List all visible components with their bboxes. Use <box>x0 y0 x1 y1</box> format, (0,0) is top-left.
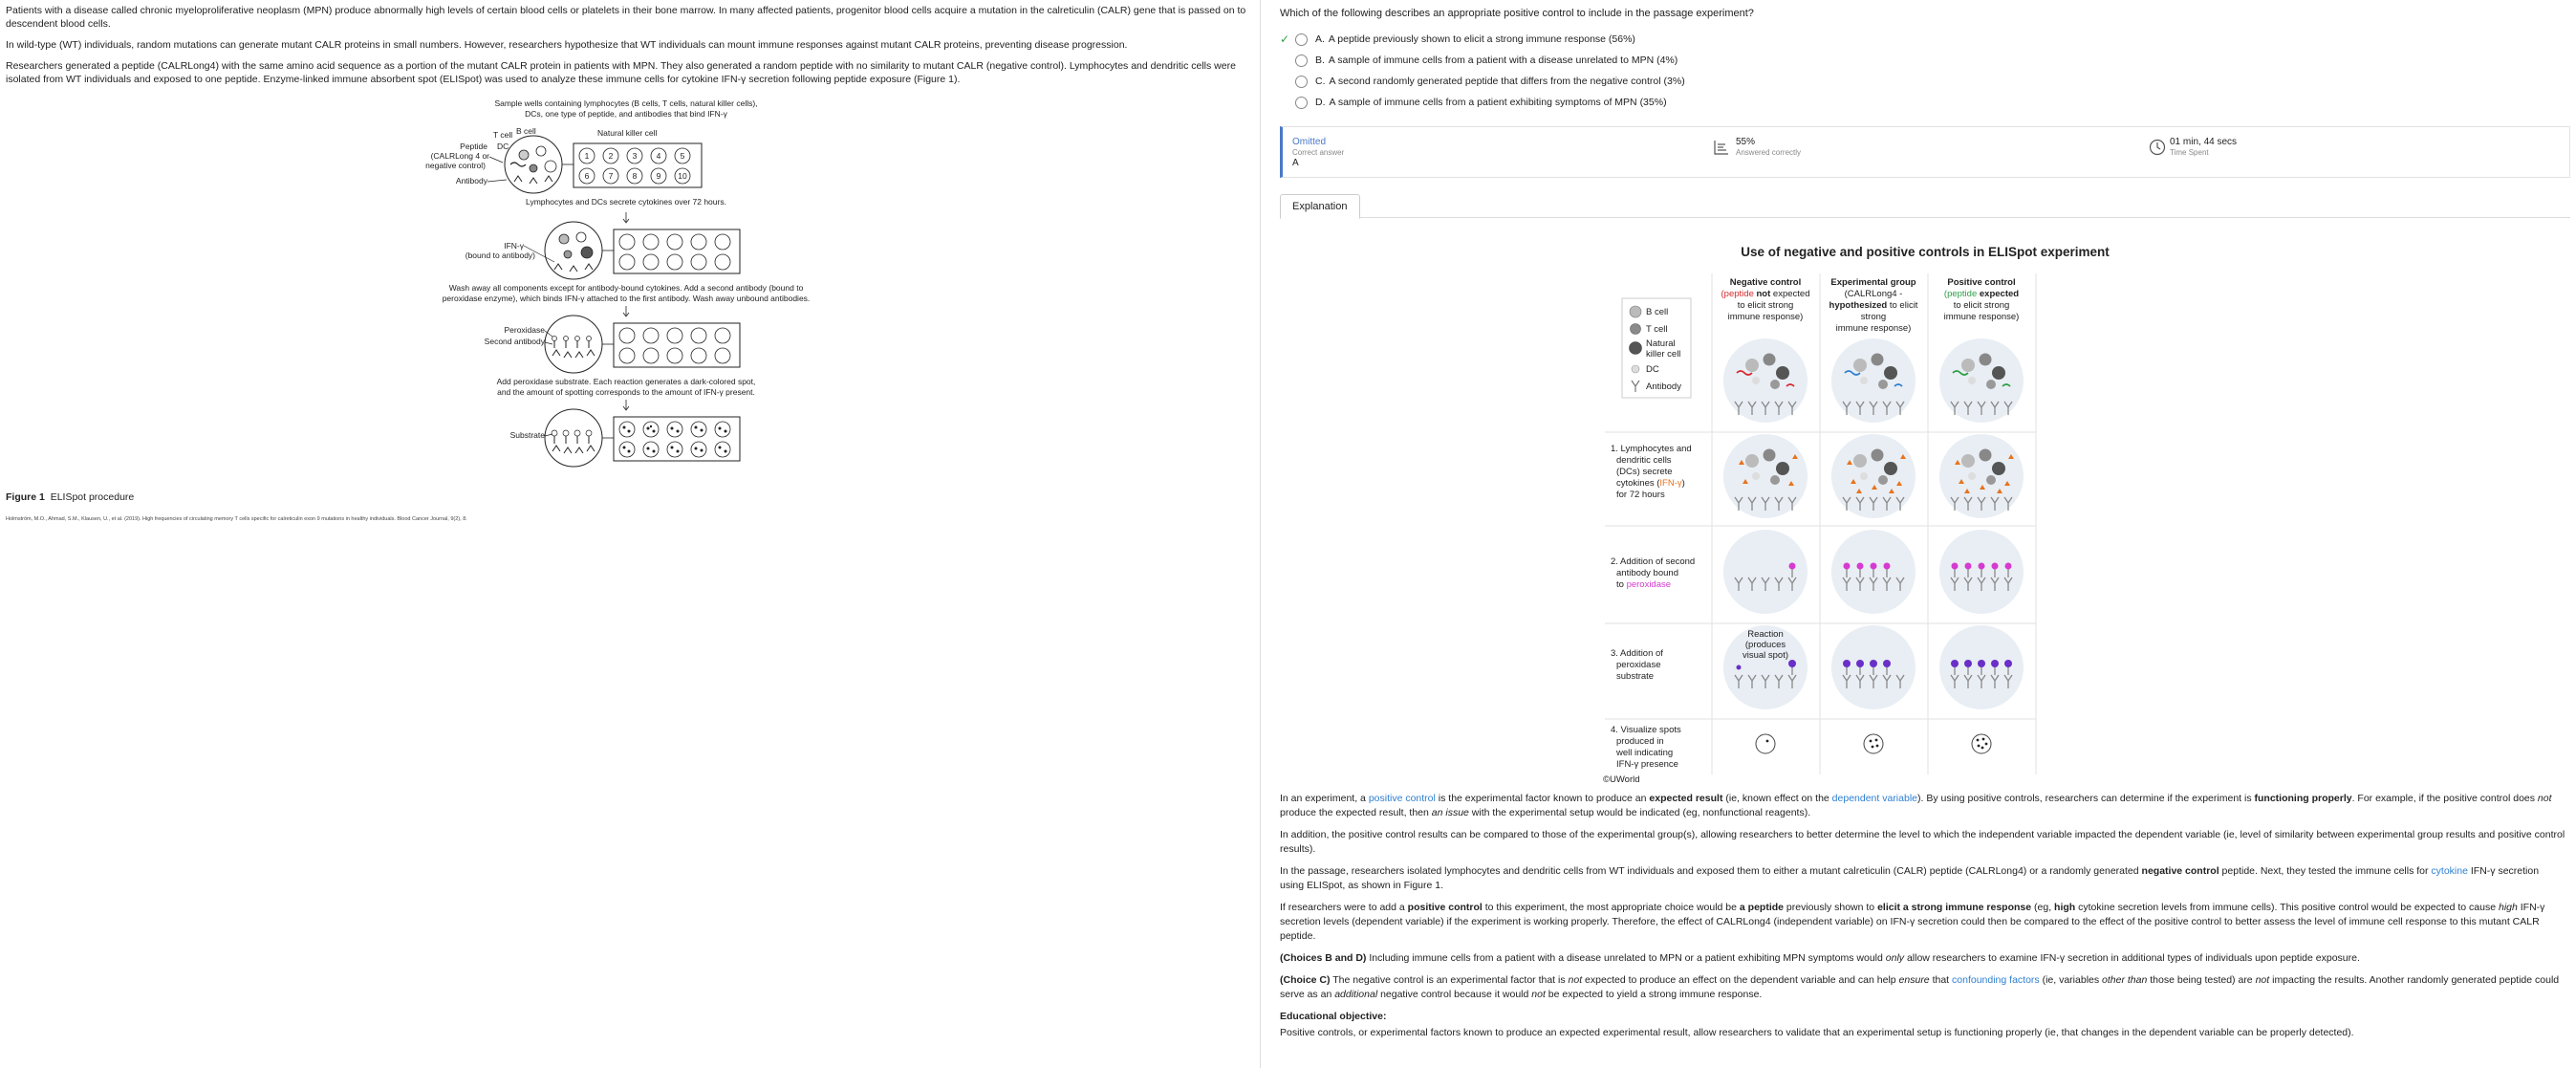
choice-letter: C. <box>1315 76 1326 87</box>
dc-icon <box>1632 365 1639 373</box>
radio-button[interactable] <box>1295 54 1308 67</box>
neg-header-line4: immune response) <box>1727 312 1804 322</box>
elispot-diagram <box>411 98 860 490</box>
step3-line1: Wash away all components except for antibody-bound cytokines. Add a second antibody (bound to <box>448 283 804 293</box>
passage-paragraph-2: In wild-type (WT) individuals, random mutations can generate mutant CALR proteins in small numbers. However, researchers hypothesize that WT individuals can mount immune responses against mutant CALR proteins, preventing disease progression. <box>6 39 1128 51</box>
label-dc: DC <box>497 142 509 151</box>
time-spent-label: Time Spent <box>2170 148 2209 157</box>
pos-spot-well <box>1972 734 1991 753</box>
correct-answer-label: Correct answer <box>1292 148 1345 157</box>
link-positive-control[interactable]: positive control <box>1368 793 1436 804</box>
exp-spot-well <box>1864 734 1883 753</box>
answer-choice-d[interactable] <box>1280 92 2566 113</box>
row2-line3: to peroxidase <box>1616 579 1672 590</box>
row1-line4: cytokines (IFN-γ) <box>1616 478 1685 489</box>
choice-text: A sample of immune cells from a patient exhibiting symptoms of MPN <box>1329 97 1637 108</box>
controls-figure <box>1280 229 2570 784</box>
clock-icon <box>2149 139 2166 156</box>
well-label: 9 <box>656 171 661 181</box>
label-peptide-3: negative control) <box>425 161 486 170</box>
choice-percent: (35%) <box>1639 97 1667 108</box>
percent-correct-label: Answered correctly <box>1736 148 1802 157</box>
elispot-figure <box>411 98 860 490</box>
well-label: 2 <box>608 151 614 161</box>
stat-time <box>2170 137 2237 158</box>
answer-choice-b[interactable] <box>1280 50 2566 71</box>
answer-choices <box>1280 29 2566 113</box>
label-t-cell: T cell <box>493 130 513 140</box>
neg-header-title: Negative control <box>1729 277 1802 288</box>
neg-spot-well <box>1756 734 1775 753</box>
step2-text: Lymphocytes and DCs secrete cytokines over 72 hours. <box>526 197 726 207</box>
pos-initial-well <box>1939 338 2024 423</box>
legend-dc: DC <box>1646 364 1659 375</box>
row2-line2: antibody bound <box>1616 568 1678 578</box>
passage-pane <box>0 0 1260 1068</box>
b-cell-icon <box>1630 306 1641 317</box>
choice-letter: B. <box>1315 54 1325 66</box>
exp-row3-well <box>1831 625 1916 709</box>
well-label: 5 <box>680 151 685 161</box>
explanation-tab-row <box>1280 194 2570 218</box>
radio-button[interactable] <box>1295 97 1308 109</box>
answer-stats-bar <box>1280 126 2570 178</box>
status-text: Omitted <box>1292 137 1327 147</box>
row1-line3: (DCs) secrete <box>1616 467 1673 477</box>
choice-letter: A. <box>1315 33 1325 45</box>
well-label: 10 <box>678 171 687 181</box>
label-second-antibody: Second antibody <box>484 337 545 346</box>
copyright-text: ©UWorld <box>1603 774 1640 784</box>
neg-header-line2: (peptide not expected <box>1721 289 1810 299</box>
legend-t-cell: T cell <box>1646 324 1668 335</box>
label-ifn-bound: (bound to antibody) <box>465 251 535 260</box>
neg-initial-well <box>1723 338 1808 423</box>
row4-line4: IFN-γ presence <box>1616 759 1678 770</box>
exp-row1-well <box>1831 434 1916 518</box>
stat-status <box>1292 137 1344 168</box>
row3-line3: substrate <box>1616 671 1655 682</box>
choice-percent: (4%) <box>1656 54 1678 66</box>
zoom-circle-2 <box>545 222 602 279</box>
explanation-paragraph-2: In addition, the positive control results can be compared to those of the experimental group(s), allowing researchers to better determine the level to which the independent variable impacted the dependent variable (ie, level of similarity between experimental group results and positive control results). <box>1280 829 2565 855</box>
t-cell-icon <box>1631 324 1641 335</box>
link-confounding-factors[interactable]: confounding factors <box>1952 974 2040 986</box>
radio-button[interactable] <box>1295 33 1308 46</box>
label-peptide-1: Peptide <box>460 142 487 151</box>
well-label: 7 <box>608 171 614 181</box>
explanation-paragraph-4: If researchers were to add a positive control to this experiment, the most appropriate choice would be a peptide previously shown to elicit a strong immune response (eg, high cytokine secretion levels from immune cells). This positive control would be expected to cause high IFN-γ secretion levels (dependent variable) if the experiment is working properly. Therefore, the effect of CALRLong4 (independent variable) on IFN-γ secretion could then be compared to the effect of the positive control to better assess the level of immune cell response to this mutant CALR peptide. <box>1280 902 2545 942</box>
zoom-circle-3 <box>545 316 602 373</box>
explanation-body <box>1280 792 2565 1040</box>
row1-line5: for 72 hours <box>1616 490 1665 500</box>
label-substrate: Substrate <box>509 430 545 440</box>
choice-text: A peptide previously shown to elicit a strong immune response <box>1328 33 1606 45</box>
reaction-label-3: visual spot) <box>1742 650 1789 661</box>
row4-line3: well indicating <box>1616 748 1674 758</box>
percent-correct-value: 55% <box>1736 137 1756 147</box>
row2-line1: 2. Addition of second <box>1611 556 1696 567</box>
exp-header-line3: hypothesized to elicit <box>1829 300 1918 311</box>
row1-line2: dendritic cells <box>1616 455 1672 466</box>
pos-header-title: Positive control <box>1947 277 2016 288</box>
pos-header-line3: to elicit strong <box>1953 300 2010 311</box>
well-label: 3 <box>632 151 638 161</box>
radio-button[interactable] <box>1295 76 1308 88</box>
figure-caption-label: Figure 1 <box>6 491 45 503</box>
passage-text <box>6 4 1254 86</box>
stat-percent <box>1736 137 1801 158</box>
label-peroxidase: Peroxidase <box>504 325 545 335</box>
row3-line2: peroxidase <box>1616 660 1661 670</box>
well-label: 6 <box>584 171 590 181</box>
explanation-paragraph-6: (Choice C) The negative control is an experimental factor that is not expected to produce an effect on the dependent variable and can help ensure that confounding factors (ie, variables other than those being tested) are not impacting the results. Another randomly generated peptide could serve as an additional negative control because it would not be expected to yield a strong immune response. <box>1280 974 2560 1000</box>
pos-row3-well <box>1939 625 2024 709</box>
neg-row1-well <box>1723 434 1808 518</box>
figure-citation: Holmström, M.O., Ahmad, S.M., Klausen, U., et al. (2019). High frequencies of circulating memory T cells specific for calreticulin exon 9 mutations in healthy individuals. Blood Cancer Journal, 9(2), 8. <box>6 516 467 522</box>
label-ifn: IFN-γ <box>504 241 524 251</box>
row1-line1: 1. Lymphocytes and <box>1611 444 1692 454</box>
figure-caption-text: ELISpot procedure <box>50 491 135 503</box>
zoom-circle-4 <box>545 409 602 467</box>
choice-text: A second randomly generated peptide that differs from the negative control <box>1329 76 1661 87</box>
link-cytokine[interactable]: cytokine <box>2431 865 2468 877</box>
neg-header-line3: to elicit strong <box>1737 300 1794 311</box>
correct-check-icon: ✓ <box>1280 33 1290 46</box>
correct-answer-value: A <box>1292 158 1299 168</box>
pos-header-line4: immune response) <box>1943 312 2020 322</box>
choice-text: A sample of immune cells from a patient with a disease unrelated to MPN <box>1328 54 1655 66</box>
tab-explanation[interactable]: Explanation <box>1280 194 1360 219</box>
exp-row2-well <box>1831 530 1916 614</box>
neg-row3-well <box>1723 625 1808 709</box>
answer-choice-a[interactable] <box>1280 29 2566 50</box>
exp-header-line2: (CALRLong4 - <box>1844 289 1903 299</box>
pos-header-line2: (peptide expected <box>1943 289 2020 299</box>
legend-natural: Natural <box>1646 338 1676 349</box>
controls-diagram <box>1280 229 2570 784</box>
controls-figure-title: Use of negative and positive controls in ELISpot experiment <box>1741 245 2110 259</box>
row4-line2: produced in <box>1616 736 1664 747</box>
link-dependent-variable[interactable]: dependent variable <box>1831 793 1917 804</box>
explanation-paragraph-3: In the passage, researchers isolated lymphocytes and dendritic cells from WT individuals and exposed them to either a mutant calreticulin (CALR) peptide (CALRLong4) or a randomly generated negative control peptide. Next, they tested the immune cells for cytokine IFN-γ secretion using ELISpot, as shown in Figure 1. <box>1280 865 2540 891</box>
well-label: 8 <box>632 171 638 181</box>
label-b-cell: B cell <box>516 126 536 136</box>
bar-chart-icon <box>1713 139 1730 156</box>
neg-row2-well <box>1723 530 1808 614</box>
passage-paragraph-3: Researchers generated a peptide (CALRLong4) with the same amino acid sequence as a portion of the mutant CALR protein in patients with MPN. They also generated a random peptide with no similarity to mutant CALR (negative control). Lymphocytes and dendritic cells were isolated from WT individuals and exposed to one peptide. Enzyme-linked immune absorbent spot (ELISpot) was used to analyze these immune cells for cytokine IFN-γ secretion following peptide exposure (Figure 1). <box>6 60 1236 85</box>
time-spent-value: 01 min, 44 secs <box>2170 137 2238 147</box>
well-label: 4 <box>656 151 661 161</box>
label-antibody: Antibody <box>455 176 487 185</box>
question-stem: Which of the following describes an appropriate positive control to include in the passage experiment? <box>1280 8 1754 19</box>
exp-header-line5: immune response) <box>1835 323 1912 334</box>
step1-line1: Sample wells containing lymphocytes (B cells, T cells, natural killer cells), <box>494 98 758 108</box>
label-natural-killer: Natural killer cell <box>597 128 658 138</box>
reaction-label-1: Reaction <box>1747 629 1784 640</box>
choice-letter: D. <box>1315 97 1326 108</box>
explanation-paragraph-5: (Choices B and D) Including immune cells from a patient with a disease unrelated to MPN or a patient exhibiting MPN symptoms would only allow researchers to examine IFN-γ secretion in additional types of individuals upon peptide exposure. <box>1280 952 2360 964</box>
step1-line2: DCs, one type of peptide, and antibodies that bind IFN-γ <box>525 109 727 119</box>
step3-line2: peroxidase enzyme), which binds IFN-γ attached to the first antibody. Wash away unbound antibodies. <box>442 294 811 303</box>
answer-choice-c[interactable] <box>1280 71 2566 92</box>
exp-header-title: Experimental group <box>1830 277 1916 288</box>
educational-objective-title: Educational objective: <box>1280 1011 1387 1022</box>
passage-paragraph-1: Patients with a disease called chronic myeloproliferative neoplasm (MPN) produce abnormally high levels of certain blood cells or platelets in their bone marrow. In many affected patients, progenitor blood cells acquire a mutation in the calreticulin (CALR) gene that is passed on to descendent blood cells. <box>6 5 1246 30</box>
choice-percent: (3%) <box>1663 76 1685 87</box>
choice-percent: (56%) <box>1608 33 1635 45</box>
explanation-paragraph-1: In an experiment, a positive control is the experimental factor known to produce an expected result (ie, known effect on the dependent variable). By using positive controls, researchers can determine if the experiment is functioning properly. For example, if the positive control does not produce the expected result, then an issue with the experimental setup would be indicated (eg, nonfunctional reagents). <box>1280 793 2552 818</box>
legend-killer-cell: killer cell <box>1646 349 1681 360</box>
exp-header-line4: strong <box>1860 312 1887 322</box>
step4-line2: and the amount of spotting corresponds to the amount of IFN-γ present. <box>497 387 755 397</box>
label-peptide-2: (CALRLong 4 or <box>430 151 489 161</box>
legend-antibody: Antibody <box>1646 381 1681 392</box>
well-circles <box>1723 338 2024 753</box>
figure-caption <box>6 491 134 503</box>
reaction-label-2: (produces <box>1744 640 1786 650</box>
exp-initial-well <box>1831 338 1916 423</box>
step4-line1: Add peroxidase substrate. Each reaction generates a dark-colored spot, <box>496 377 756 386</box>
nk-cell-icon <box>1630 342 1642 355</box>
row4-line1: 4. Visualize spots <box>1611 725 1681 735</box>
educational-objective-text: Positive controls, or experimental factors known to produce an expected experimental result, allow researchers to validate that an experimental setup is functioning properly (ie, that changes in the dependent variable can be properly detected). <box>1280 1027 2354 1038</box>
pos-row1-well <box>1939 434 2024 518</box>
pos-row2-well <box>1939 530 2024 614</box>
legend-b-cell: B cell <box>1646 307 1669 317</box>
well-label: 1 <box>584 151 590 161</box>
row3-line1: 3. Addition of <box>1611 648 1663 659</box>
